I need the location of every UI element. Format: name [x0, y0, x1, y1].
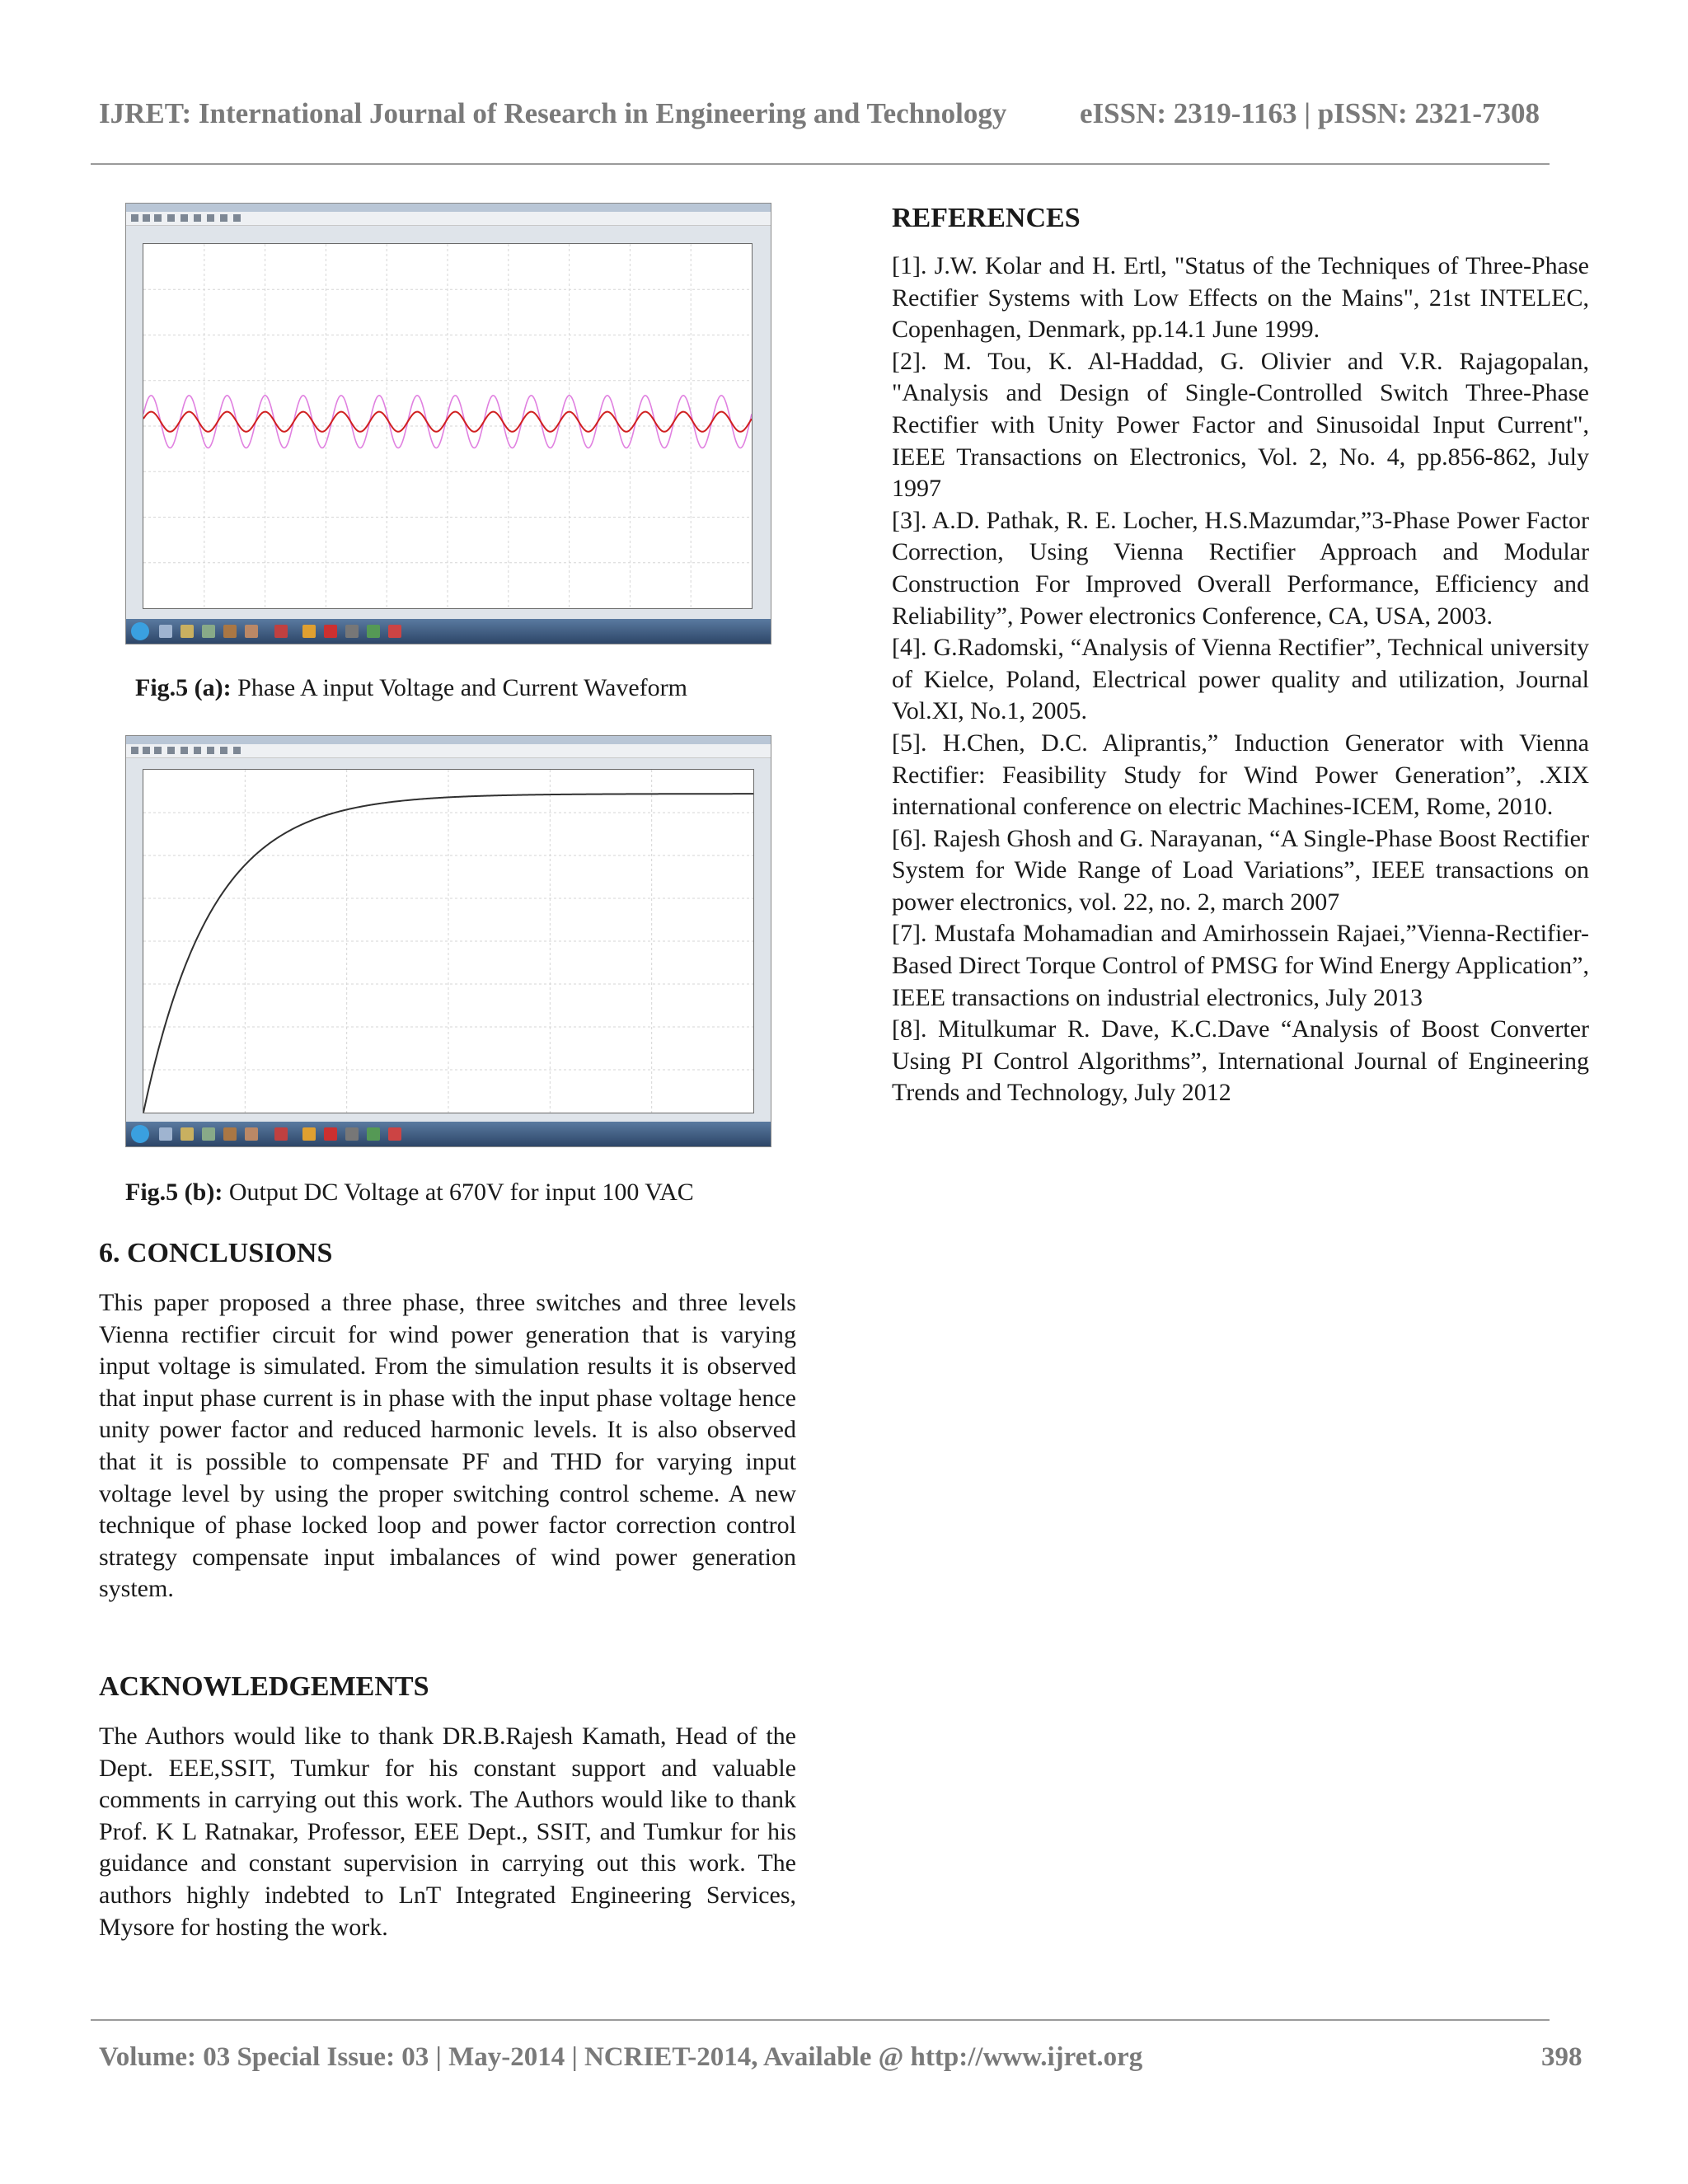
- conclusions-text: This paper proposed a three phase, three switches and three levels Vienna rectifier circuit for wind power generation that is varying input voltage is simulated. From the simulation results it is observed that input phase current is in phase with the input phase voltage hence unity power factor and reduced harmonic levels. It is also observed that it is possible to compensate PF and THD for varying input voltage level by using the proper switching control scheme. A new technique of phase locked loop and power factor correction control strategy compensate input imbalances of wind power generation system.: [99, 1289, 796, 1603]
- dc-voltage-chart: [143, 770, 753, 1113]
- acknowledgements-section: [99, 1671, 796, 1943]
- reference-item: [3]. A.D. Pathak, R. E. Locher, H.S.Mazumdar,”3-Phase Power Factor Correction, Using Vienna Rectifier Approach and Modular Construction For Improved Overall Performance, Efficiency and Reliability”, Power electronics Conference, CA, USA, 2003.: [892, 506, 1589, 630]
- figure-5b-caption: [125, 1179, 694, 1207]
- reference-item: [5]. H.Chen, D.C. Aliprantis,” Induction Generator with Vienna Rectifier: Feasibility Study for Wind Power Generation”, .XIX international conference on electric Machines-ICEM, Rome, 2010.: [892, 729, 1589, 821]
- issn: eISSN: 2319-1163 | pISSN: 2321-7308: [1080, 97, 1540, 129]
- scope-toolbar: [126, 212, 771, 226]
- figure-5a-screenshot: [125, 203, 771, 644]
- figure-5b-screenshot: [125, 735, 771, 1147]
- references-section: [892, 203, 1589, 1109]
- figure-5a-caption-text: Phase A input Voltage and Current Waveform: [231, 674, 687, 701]
- references-heading: REFERENCES: [892, 203, 1081, 233]
- window-titlebar: [126, 204, 771, 212]
- waveform-chart: [143, 244, 752, 608]
- reference-item: [1]. J.W. Kolar and H. Ertl, "Status of the Techniques of Three-Phase Rectifier Systems with Low Effects on the Mains", 21st INTELEC, Copenhagen, Denmark, pp.14.1 June 1999.: [892, 252, 1589, 344]
- reference-item: [7]. Mustafa Mohamadian and Amirhossein Rajaei,”Vienna-Rectifier-Based Direct Torque Control of PMSG for Wind Energy Application”, IEEE transactions on industrial electronics, July 2013: [892, 920, 1589, 1011]
- footer-rule: [91, 2019, 1550, 2021]
- reference-item: [6]. Rajesh Ghosh and G. Narayanan, “A Single-Phase Boost Rectifier System for Wide Range of Load Variations”, IEEE transactions on power electronics, vol. 22, no. 2, march 2007: [892, 824, 1589, 916]
- os-taskbar: [126, 1122, 771, 1146]
- window-titlebar: [126, 736, 771, 744]
- plot-area: [143, 243, 753, 609]
- header-rule: [91, 163, 1550, 165]
- acknowledgements-text: The Authors would like to thank DR.B.Rajesh Kamath, Head of the Dept. EEE,SSIT, Tumkur for his constant support and valuable comments in carrying out this work. The Authors would like to thank Prof. K L Ratnakar, Professor, EEE Dept., SSIT, and Tumkur for his guidance and constant supervision in carrying out this work. The authors highly indebted to LnT Integrated Engineering Services, Mysore for hosting the work.: [99, 1722, 796, 1941]
- figure-5b-caption-text: Output DC Voltage at 670V for input 100 VAC: [223, 1179, 694, 1206]
- conclusions-section: [99, 1238, 796, 1605]
- page-number: 398: [1541, 2042, 1582, 2072]
- scope-toolbar: [126, 744, 771, 758]
- references-list: [892, 251, 1589, 1109]
- reference-item: [8]. Mitulkumar R. Dave, K.C.Dave “Analysis of Boost Converter Using PI Control Algorithms”, International Journal of Engineering Trends and Technology, July 2012: [892, 1015, 1589, 1107]
- plot-area: [143, 769, 754, 1113]
- reference-item: [2]. M. Tou, K. Al-Haddad, G. Olivier and V.R. Rajagopalan, "Analysis and Design of Single-Controlled Switch Three-Phase Rectifier with Unity Power Factor and Sinusoidal Input Current", IEEE Transactions on Electronics, Vol. 2, No. 4, pp.856-862, July 1997: [892, 347, 1589, 503]
- acknowledgements-heading: ACKNOWLEDGEMENTS: [99, 1671, 429, 1702]
- reference-item: [4]. G.Radomski, “Analysis of Vienna Rectifier”, Technical university of Kielce, Poland, Electrical power quality and utilization, Journal Vol.XI, No.1, 2005.: [892, 634, 1589, 725]
- os-taskbar: [126, 619, 771, 644]
- figure-5a-caption: [135, 674, 687, 702]
- conclusions-heading: 6. CONCLUSIONS: [99, 1238, 333, 1268]
- figure-5b-label: Fig.5 (b):: [125, 1179, 223, 1206]
- journal-name: IJRET: International Journal of Research in Engineering and Technology: [99, 97, 1007, 129]
- figure-5a-label: Fig.5 (a):: [135, 674, 232, 701]
- footer-volume: Volume: 03 Special Issue: 03 | May-2014 | NCRIET-2014, Available @ http://www.ijret.org: [99, 2042, 1143, 2072]
